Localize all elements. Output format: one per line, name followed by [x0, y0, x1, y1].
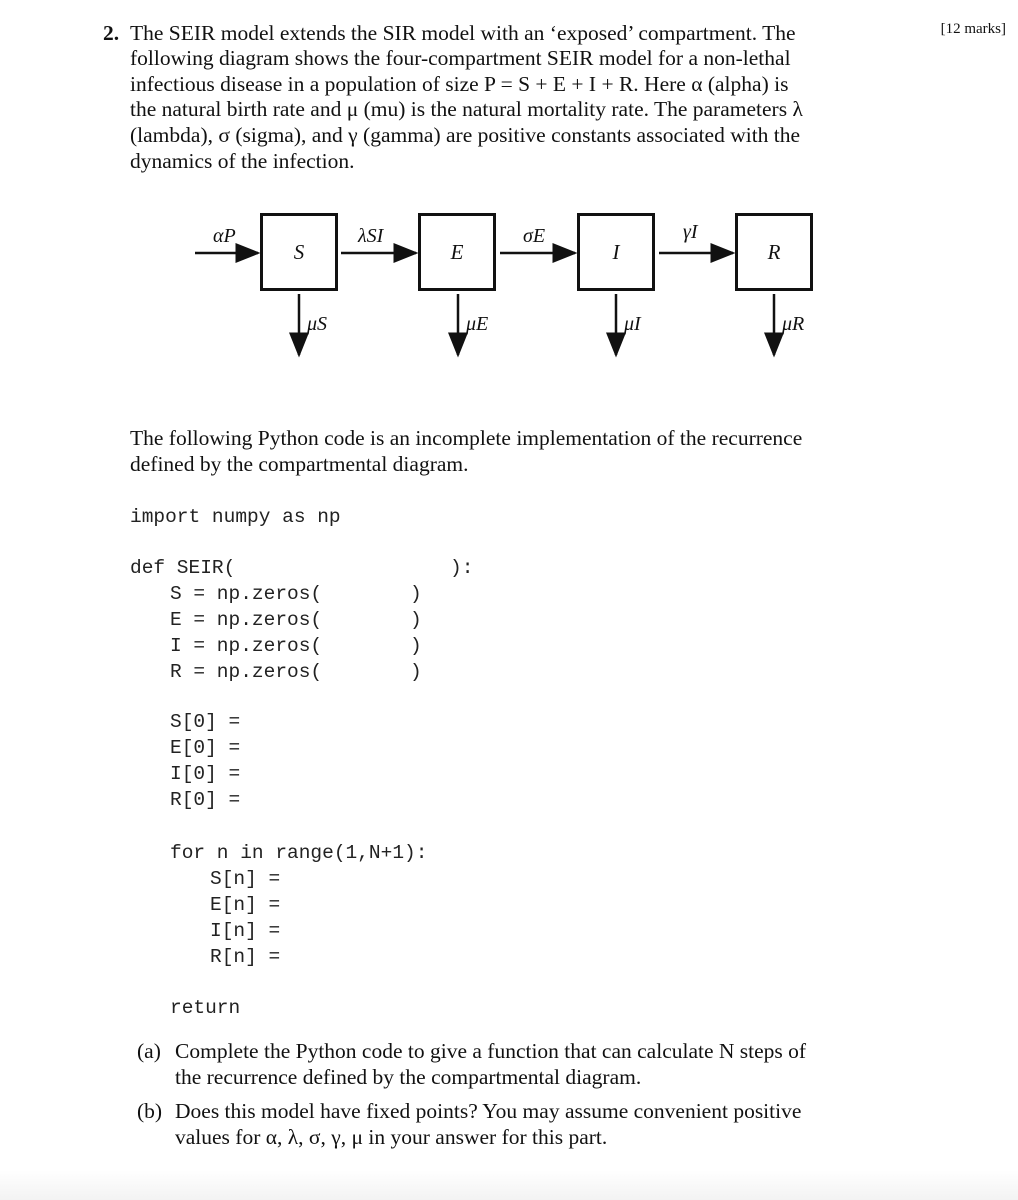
transition-label: λSI: [358, 225, 384, 247]
outflow-label: μI: [624, 313, 641, 335]
code-line: R[0] =: [170, 789, 241, 811]
compartment-e: E: [418, 213, 496, 291]
compartment-s: S: [260, 213, 338, 291]
part-b-label: (b): [137, 1099, 163, 1123]
compartment-r: R: [735, 213, 813, 291]
intro-line: dynamics of the infection.: [130, 149, 355, 173]
transition-label: σE: [523, 225, 546, 247]
code-line: E[0] =: [170, 737, 241, 759]
code-line: S[n] =: [210, 868, 281, 890]
code-paren: ): [410, 583, 422, 605]
part-a-label: (a): [137, 1039, 161, 1063]
code-line: S[0] =: [170, 711, 241, 733]
code-intro-line: defined by the compartmental diagram.: [130, 452, 469, 476]
compartment-i: I: [577, 213, 655, 291]
code-loop: for n in range(1,N+1):: [170, 842, 428, 864]
outflow-label: μR: [782, 313, 805, 335]
outflow-label: μS: [307, 313, 328, 335]
code-line: R = np.zeros(: [170, 661, 323, 683]
intro-line: The SEIR model extends the SIR model with an ‘exposed’ compartment. The: [130, 21, 796, 45]
question-number: 2.: [103, 21, 120, 45]
outflow-label: μE: [466, 313, 489, 335]
code-paren: ): [410, 635, 422, 657]
diagram-arrows: [0, 0, 1018, 380]
code-def: def SEIR(: [130, 557, 236, 579]
code-line: I = np.zeros(: [170, 635, 323, 657]
code-line: S = np.zeros(: [170, 583, 323, 605]
inflow-label: αP: [213, 225, 236, 247]
marks-label: [12 marks]: [940, 21, 1006, 37]
code-intro-line: The following Python code is an incomplete implementation of the recurrence: [130, 426, 803, 450]
code-line: R[n] =: [210, 946, 281, 968]
page-bottom-shade: [0, 1170, 1018, 1200]
code-line: E[n] =: [210, 894, 281, 916]
part-b-line: Does this model have fixed points? You may assume convenient positive: [175, 1099, 802, 1123]
code-return: return: [170, 997, 241, 1019]
code-line: I[0] =: [170, 763, 241, 785]
code-import: import numpy as np: [130, 506, 341, 528]
code-def-close: ):: [450, 557, 474, 579]
code-line: E = np.zeros(: [170, 609, 323, 631]
code-paren: ): [410, 609, 422, 631]
part-a-line: the recurrence defined by the compartmental diagram.: [175, 1065, 642, 1089]
transition-label: γI: [683, 221, 698, 243]
code-paren: ): [410, 661, 422, 683]
intro-line: (lambda), σ (sigma), and γ (gamma) are positive constants associated with the: [130, 123, 801, 147]
intro-line: infectious disease in a population of size P = S + E + I + R. Here α (alpha) is: [130, 72, 789, 96]
intro-line: the natural birth rate and μ (mu) is the natural mortality rate. The parameters λ: [130, 97, 803, 121]
code-line: I[n] =: [210, 920, 281, 942]
intro-line: following diagram shows the four-compartment SEIR model for a non-lethal: [130, 46, 791, 70]
part-a-line: Complete the Python code to give a function that can calculate N steps of: [175, 1039, 807, 1063]
part-b-line: values for α, λ, σ, γ, μ in your answer for this part.: [175, 1125, 608, 1149]
